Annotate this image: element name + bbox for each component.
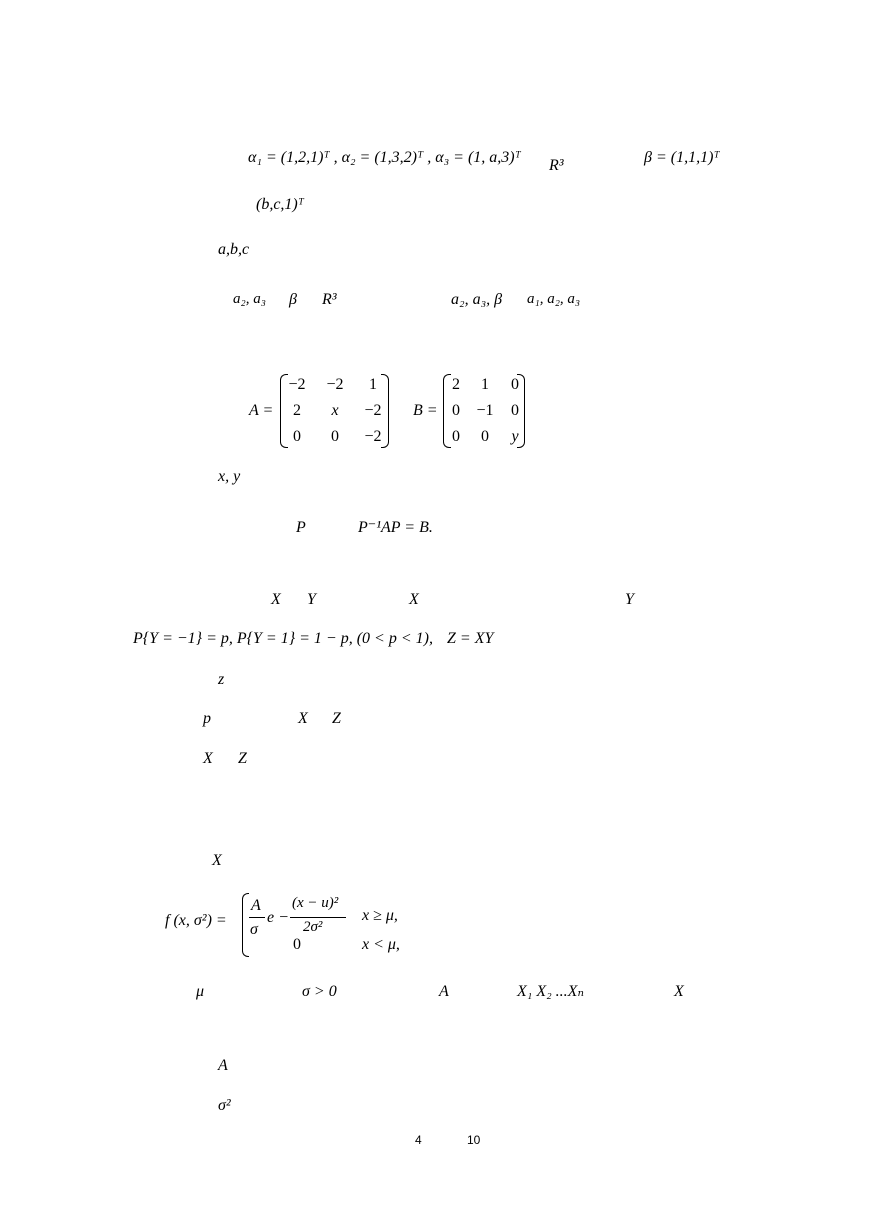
matrix-B-cell: 0 bbox=[481, 428, 489, 445]
matrix-B-cell: −1 bbox=[476, 402, 494, 419]
q1-part2-space: R³ bbox=[322, 291, 337, 308]
q3-part3-X: X bbox=[203, 750, 213, 767]
q2-similarity: P⁻¹AP = B. bbox=[358, 519, 433, 536]
page-number: 4 bbox=[415, 1133, 422, 1147]
q4-mu: μ bbox=[196, 983, 205, 1000]
q3-Y: Y bbox=[307, 591, 316, 608]
q4-cond-lt: x < μ, bbox=[362, 936, 400, 953]
q1-part2-a: a₂, a₃ bbox=[233, 291, 266, 307]
q4-case-zero: 0 bbox=[293, 936, 301, 953]
q3-X-dist: X bbox=[409, 591, 419, 608]
matrix-B-cell: 0 bbox=[511, 376, 519, 393]
q3-part2-X: X bbox=[298, 710, 308, 727]
q1-vector-bc1: (b,c,1)ᵀ bbox=[256, 196, 304, 213]
q4-A: A bbox=[439, 983, 449, 1000]
q4-X-end: X bbox=[674, 983, 684, 1000]
q4-frac-line-1 bbox=[249, 917, 265, 918]
q4-den-sigma: σ bbox=[250, 921, 258, 938]
matrix-A-cell: x bbox=[331, 402, 339, 419]
q3-part2-Z: Z bbox=[332, 710, 341, 727]
q1-abc: a,b,c bbox=[218, 241, 250, 258]
q4-samples: X₁ X₂ ...Xₙ bbox=[517, 983, 584, 1000]
q1-part2-beta: β bbox=[289, 291, 297, 308]
matrix-A-cell: 0 bbox=[331, 428, 339, 445]
q3-Z-def: Z = XY bbox=[447, 630, 494, 647]
matrix-A-cell: −2 bbox=[364, 402, 382, 419]
matrix-B-cell: 2 bbox=[452, 376, 460, 393]
q2-xy: x, y bbox=[218, 468, 241, 485]
q4-num-A: A bbox=[251, 897, 261, 914]
q1-space: R³ bbox=[549, 157, 564, 174]
q1-beta: β = (1,1,1)ᵀ bbox=[644, 149, 720, 166]
q4-num-sq: (x − u)² bbox=[292, 895, 339, 911]
q2-P: P bbox=[296, 519, 306, 536]
q4-part2-sigma2: σ² bbox=[218, 1097, 231, 1114]
matrix-B-cell: y bbox=[511, 428, 519, 445]
matrix-A-cell: 0 bbox=[293, 428, 301, 445]
matrix-B-cell: 0 bbox=[452, 428, 460, 445]
q4-density-lhs: f (x, σ²) = bbox=[165, 912, 227, 929]
q4-cond-ge: x ≥ μ, bbox=[362, 907, 398, 924]
q4-part1-A: A bbox=[218, 1057, 228, 1074]
q4-sigma-positive: σ > 0 bbox=[302, 983, 337, 1000]
matrix-A-label: A = bbox=[249, 402, 274, 419]
q1-part2-c: a₁, a₂, a₃ bbox=[527, 291, 581, 307]
q1-alpha-vectors: α₁ = (1,2,1)ᵀ , α₂ = (1,3,2)ᵀ , α₃ = (1, a,3)ᵀ bbox=[248, 149, 521, 166]
matrix-B-label: B = bbox=[413, 402, 438, 419]
q4-X: X bbox=[212, 852, 222, 869]
matrix-B-cell: 1 bbox=[481, 376, 489, 393]
matrix-A-cell: 2 bbox=[293, 402, 301, 419]
q4-piecewise-brace bbox=[242, 893, 249, 957]
q3-Y-dist: Y bbox=[625, 591, 634, 608]
matrix-A-cell: −2 bbox=[288, 376, 306, 393]
q3-part3-Z: Z bbox=[238, 750, 247, 767]
q3-z: z bbox=[218, 671, 225, 688]
matrix-A-cell: −2 bbox=[364, 428, 382, 445]
q3-X: X bbox=[271, 591, 281, 608]
page-total: 10 bbox=[467, 1133, 481, 1147]
matrix-A-cell: 1 bbox=[369, 376, 377, 393]
matrix-B-cell: 0 bbox=[511, 402, 519, 419]
q4-frac-line-2 bbox=[290, 917, 346, 918]
q3-p: p bbox=[203, 710, 211, 727]
q4-e: e − bbox=[267, 909, 289, 926]
q3-distribution: P{Y = −1} = p, P{Y = 1} = 1 − p, (0 < p < 1), bbox=[133, 630, 433, 647]
q4-den-2sigma: 2σ² bbox=[303, 919, 323, 935]
q1-part2-b: a₂, a₃, β bbox=[451, 291, 503, 308]
matrix-B-cell: 0 bbox=[452, 402, 460, 419]
matrix-A-cell: −2 bbox=[326, 376, 344, 393]
